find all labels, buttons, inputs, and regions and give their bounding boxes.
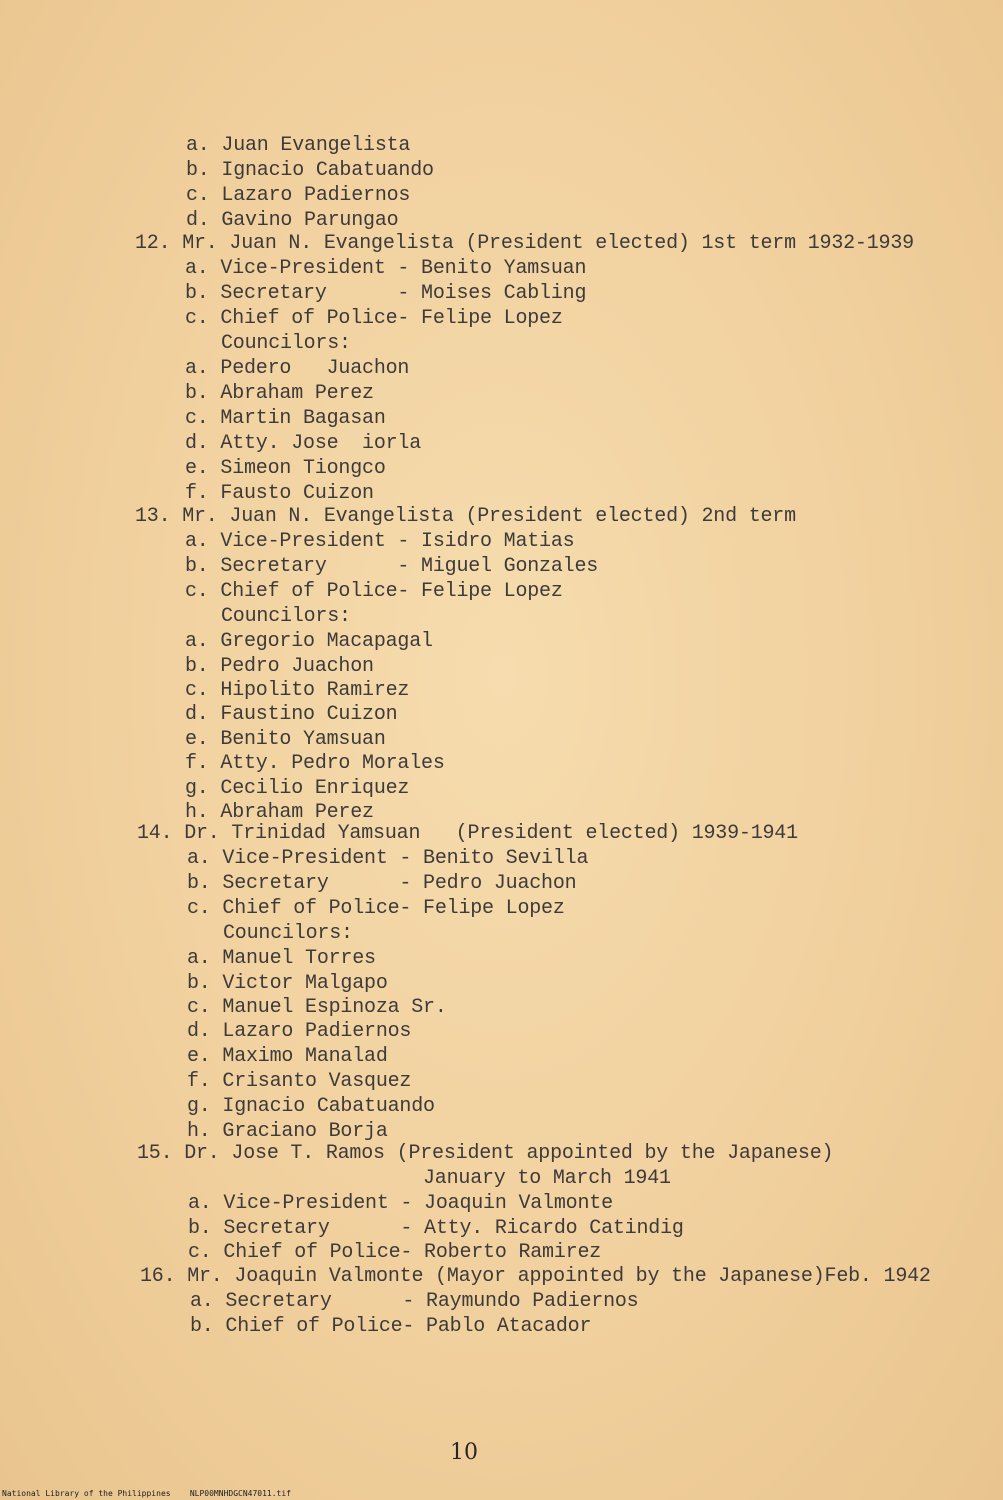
text-line: a. Gregorio Macapagal — [185, 630, 433, 653]
text-line: b. Secretary - Moises Cabling — [185, 282, 587, 305]
text-line: 14. Dr. Trinidad Yamsuan (President elected) 1939-1941 — [137, 822, 798, 845]
text-line: b. Secretary - Miguel Gonzales — [185, 555, 599, 578]
text-line: e. Maximo Manalad — [187, 1045, 388, 1068]
text-line: h. Abraham Perez — [185, 801, 374, 824]
text-line: a. Secretary - Raymundo Padiernos — [190, 1290, 639, 1313]
text-line: f. Crisanto Vasquez — [187, 1070, 412, 1093]
text-line: c. Chief of Police- Roberto Ramirez — [188, 1241, 602, 1264]
text-line: b. Pedro Juachon — [185, 655, 374, 678]
text-line: 12. Mr. Juan N. Evangelista (President elected) 1st term 1932-1939 — [135, 232, 914, 255]
text-line: g. Ignacio Cabatuando — [187, 1095, 435, 1118]
text-line: January to March 1941 — [423, 1167, 671, 1190]
text-line: d. Gavino Parungao — [186, 209, 399, 232]
text-line: d. Lazaro Padiernos — [187, 1020, 412, 1043]
scan-footer: National Library of the Philippines NLP00MNHDGCN47011.tif — [2, 1489, 291, 1498]
text-line: b. Secretary - Pedro Juachon — [187, 872, 577, 895]
text-line: 13. Mr. Juan N. Evangelista (President elected) 2nd term — [135, 505, 796, 528]
page-number: 10 — [450, 1440, 478, 1465]
text-line: a. Vice-President - Benito Sevilla — [187, 847, 589, 870]
text-line: g. Cecilio Enriquez — [185, 777, 410, 800]
text-line: b. Secretary - Atty. Ricardo Catindig — [188, 1217, 684, 1240]
text-line: c. Hipolito Ramirez — [185, 679, 410, 702]
text-line: c. Martin Bagasan — [185, 407, 386, 430]
text-line: b. Chief of Police- Pablo Atacador — [190, 1315, 592, 1338]
text-line: c. Lazaro Padiernos — [186, 184, 411, 207]
text-line: a. Vice-President - Joaquin Valmonte — [188, 1192, 613, 1215]
text-line: d. Faustino Cuizon — [185, 703, 398, 726]
text-line: a. Juan Evangelista — [186, 134, 411, 157]
text-line: a. Vice-President - Benito Yamsuan — [185, 257, 587, 280]
text-line: 16. Mr. Joaquin Valmonte (Mayor appointed by the Japanese)Feb. 1942 — [140, 1265, 931, 1288]
text-line: c. Manuel Espinoza Sr. — [187, 996, 447, 1019]
text-line: c. Chief of Police- Felipe Lopez — [185, 580, 563, 603]
text-line: f. Fausto Cuizon — [185, 482, 374, 505]
text-line: a. Pedero Juachon — [185, 357, 410, 380]
text-line: Councilors: — [221, 332, 351, 355]
text-line: b. Abraham Perez — [185, 382, 374, 405]
text-line: f. Atty. Pedro Morales — [185, 752, 445, 775]
text-line: a. Vice-President - Isidro Matias — [185, 530, 575, 553]
text-line: c. Chief of Police- Felipe Lopez — [187, 897, 565, 920]
text-line: b. Ignacio Cabatuando — [186, 159, 434, 182]
text-line: e. Benito Yamsuan — [185, 728, 386, 751]
text-line: a. Manuel Torres — [187, 947, 376, 970]
text-line: c. Chief of Police- Felipe Lopez — [185, 307, 563, 330]
text-line: 15. Dr. Jose T. Ramos (President appointed by the Japanese) — [137, 1142, 834, 1165]
text-line: Councilors: — [223, 922, 353, 945]
text-line: h. Graciano Borja — [187, 1120, 388, 1143]
text-line: b. Victor Malgapo — [187, 972, 388, 995]
text-line: e. Simeon Tiongco — [185, 457, 386, 480]
text-line: Councilors: — [221, 605, 351, 628]
text-line: d. Atty. Jose iorla — [185, 432, 422, 455]
